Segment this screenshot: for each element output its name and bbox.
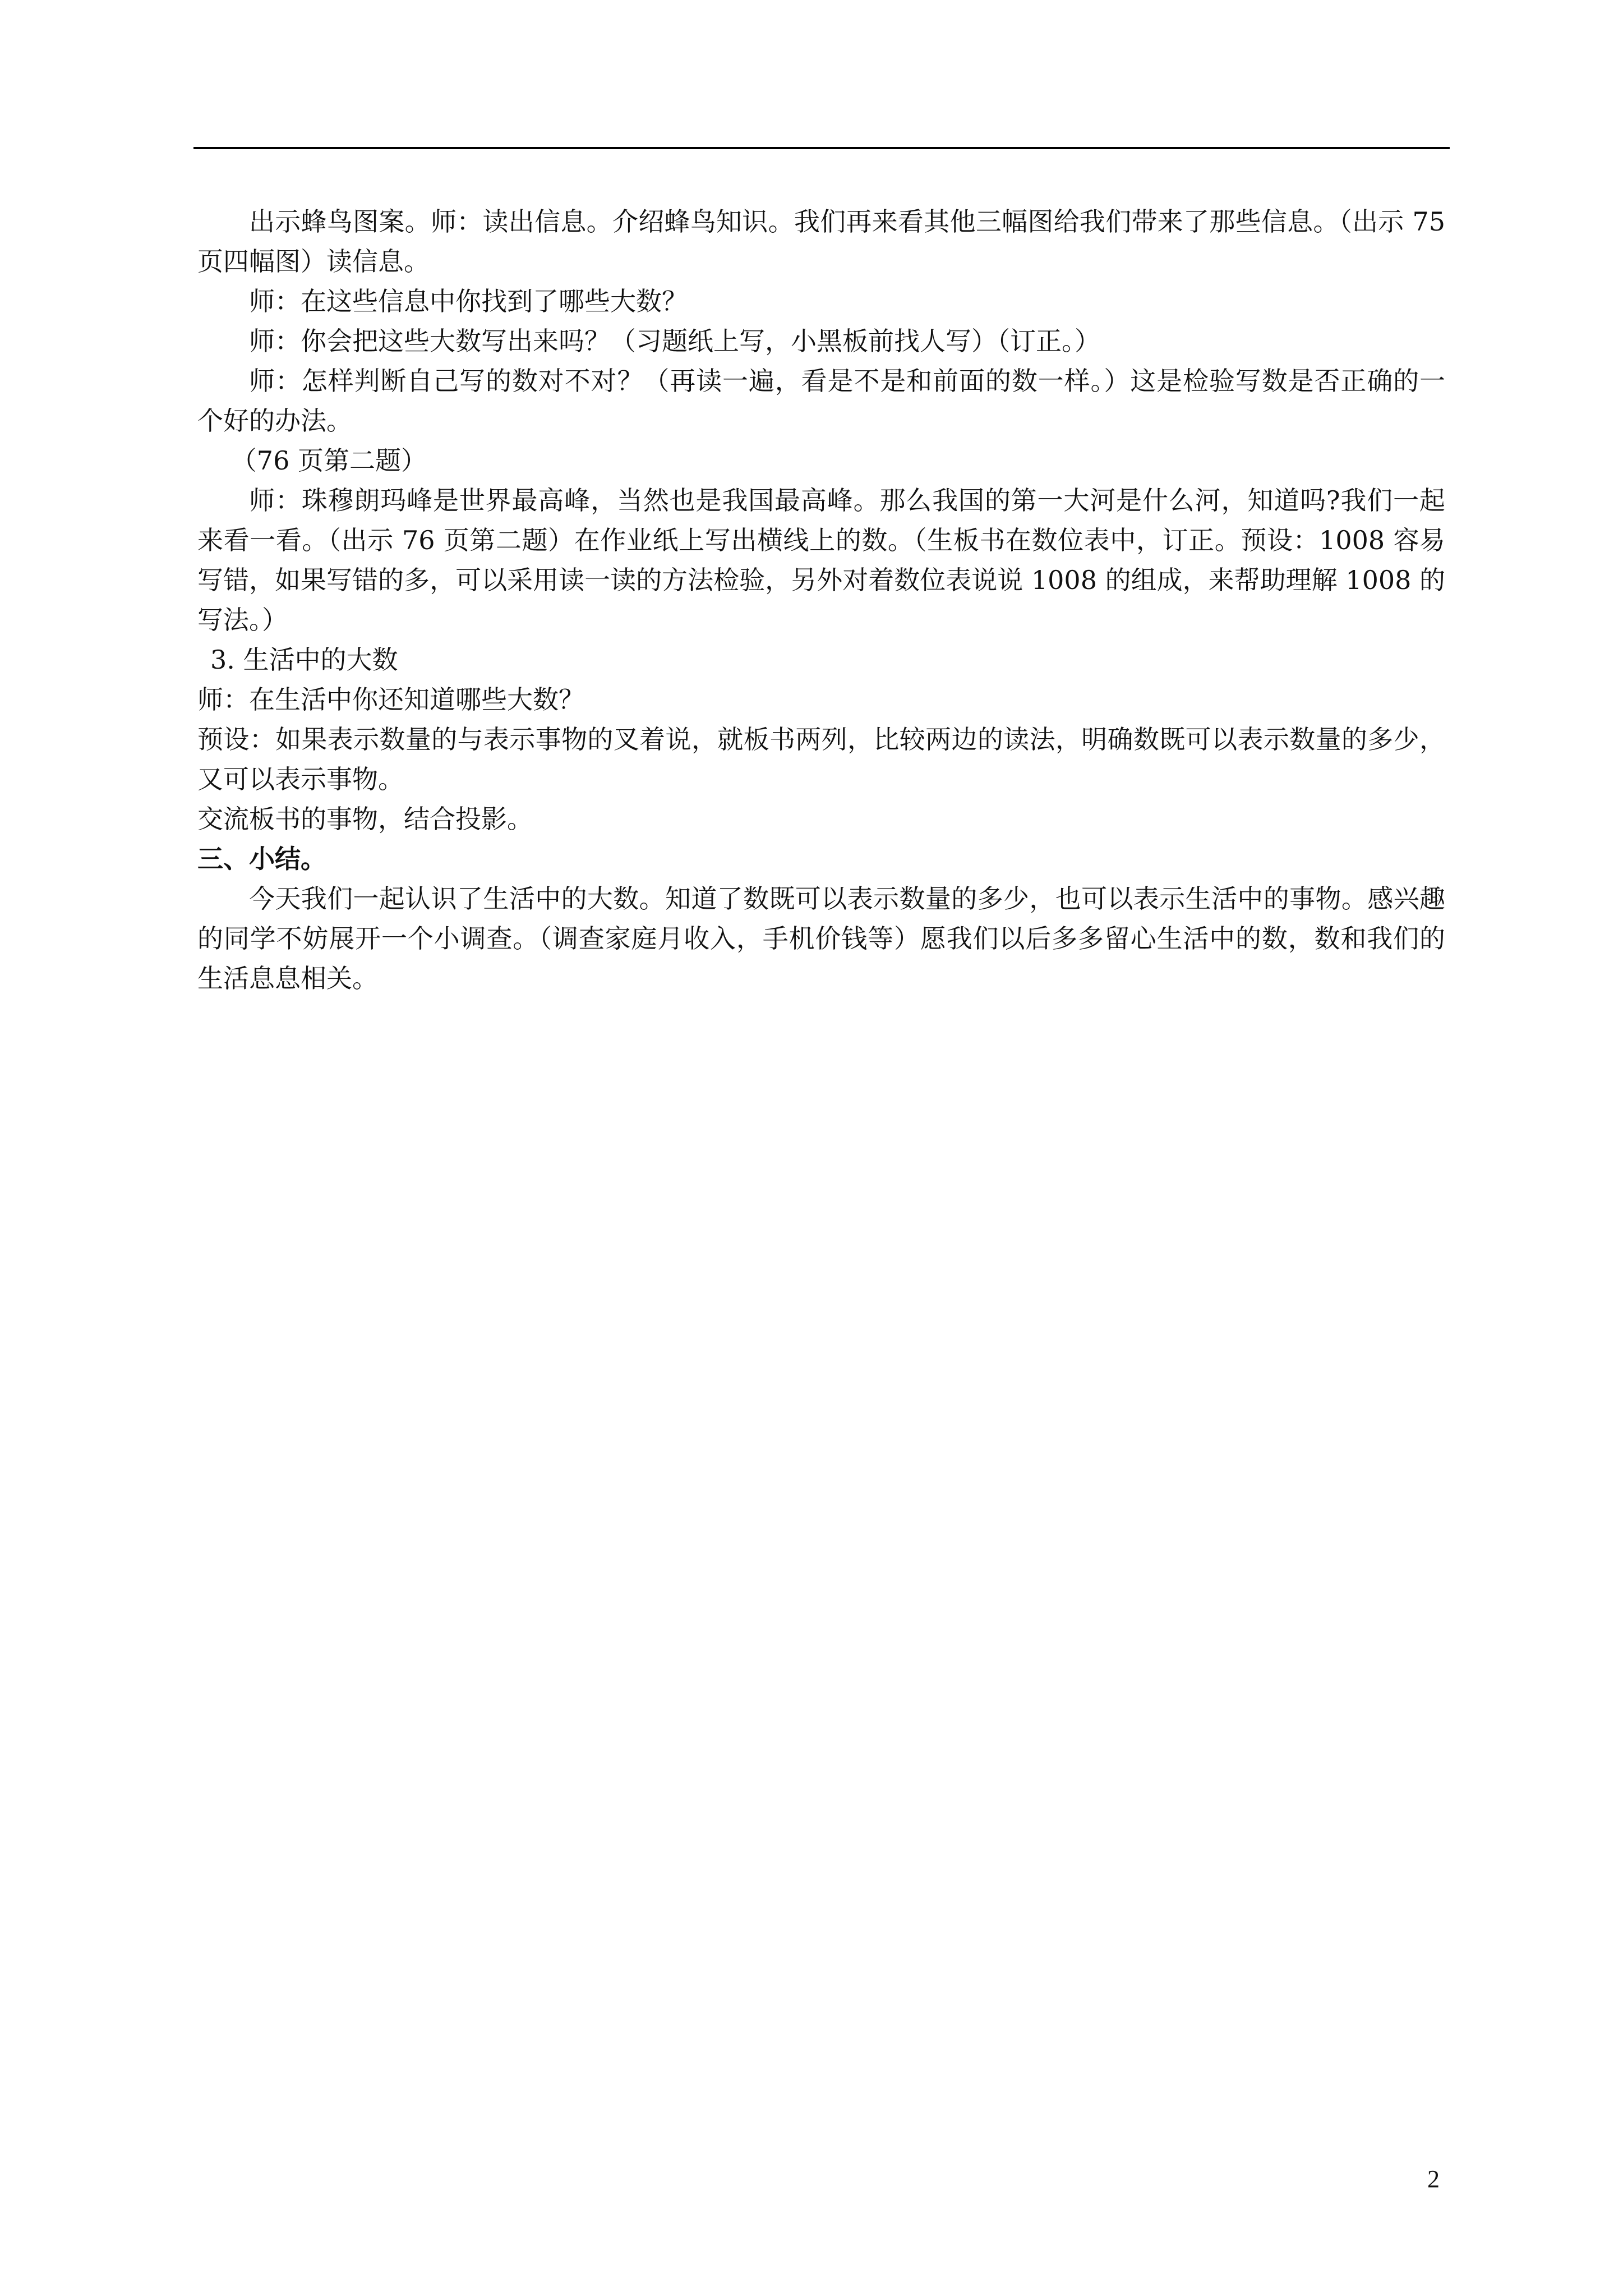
paragraph-check-numbers: 师：怎样判断自己写的数对不对？（再读一遍，看是不是和前面的数一样。）这是检验写数是否正确的一个好的办法。 (197, 366, 1445, 436)
paragraph-exchange: 交流板书的事物，结合投影。 (197, 804, 533, 834)
header-rule (193, 147, 1450, 149)
paragraph-hummingbird: 出示蜂鸟图案。师：读出信息。介绍蜂鸟知识。我们再来看其他三幅图给我们带来了那些信息。（出示 75 页四幅图）读信息。 (197, 206, 1445, 277)
paragraph-preset: 预设：如果表示数量的与表示事物的叉着说，就板书两列，比较两边的读法，明确数既可以表示数量的多少，又可以表示事物。 (197, 724, 1445, 794)
document-body (197, 202, 1445, 999)
paragraph-find-big-numbers: 师：在这些信息中你找到了哪些大数？ (249, 286, 688, 316)
paragraph-everest: 师：珠穆朗玛峰是世界最高峰，当然也是我国最高峰。那么我国的第一大河是什么河，知道吗?我们一起来看一看。（出示 76 页第二题）在作业纸上写出横线上的数。（生板书在数位表中，订正。预设：1008 容易写错，如果写错的多，可以采用读一读的方法检验，另外对着数位表说说 1008 的组成，来帮助理解 1008 的写法。） (197, 485, 1445, 635)
page-number: 2 (1427, 2165, 1440, 2193)
paragraph-teacher-question: 师：在生活中你还知道哪些大数？ (197, 684, 584, 715)
section-heading-life-numbers: 3. 生活中的大数 (210, 645, 398, 675)
paragraph-page76-note: （76 页第二题） (230, 445, 427, 476)
paragraph-summary: 今天我们一起认识了生活中的大数。知道了数既可以表示数量的多少，也可以表示生活中的事物。感兴趣的同学不妨展开一个小调查。（调查家庭月收入，手机价钱等）愿我们以后多多留心生活中的数，数和我们的生活息息相关。 (197, 884, 1445, 993)
paragraph-write-numbers: 师：你会把这些大数写出来吗？（习题纸上写，小黑板前找人写）（订正。） (249, 326, 1100, 356)
section-heading-summary: 三、小结。 (197, 844, 326, 874)
